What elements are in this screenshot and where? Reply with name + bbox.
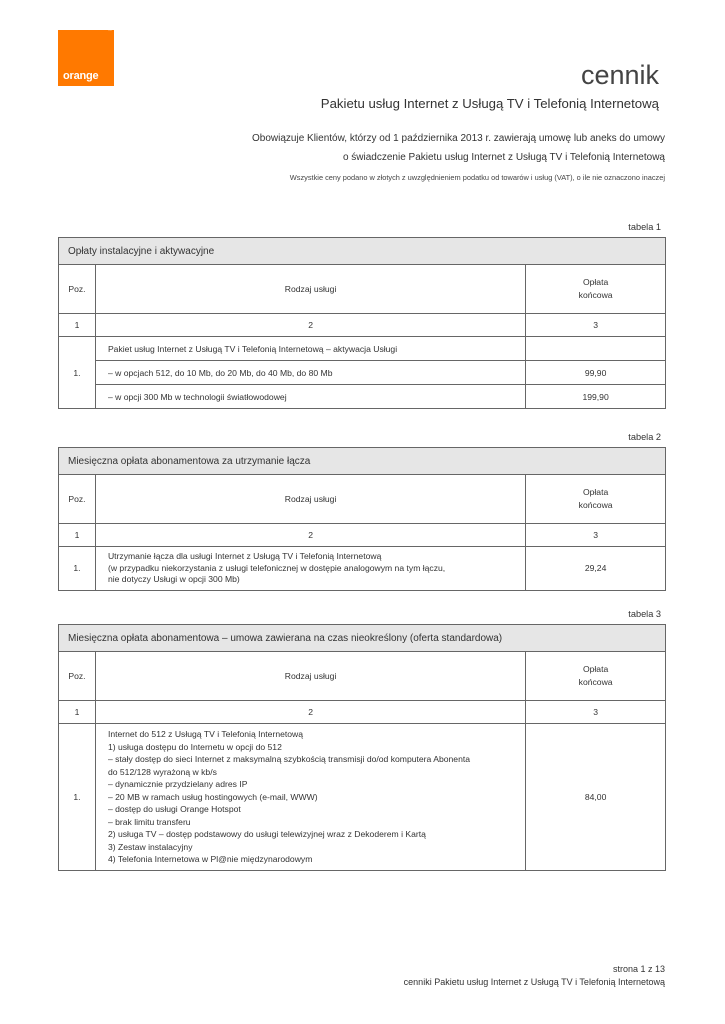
- service-line: – 20 MB w ramach usług hostingowych (e-mail, WWW): [107, 791, 318, 802]
- page-footer: [404, 963, 665, 989]
- table-title: Miesięczna opłata abonamentowa – umowa zawierana na czas nieokreślony (oferta standardowa): [59, 625, 666, 652]
- service-line: – dynamicznie przydzielany adres IP: [107, 779, 248, 789]
- col-header-service: Rodzaj usługi: [95, 265, 525, 314]
- table-title: Miesięczna opłata abonamentowa za utrzymanie łącza: [59, 448, 666, 475]
- table-row: [59, 361, 666, 385]
- price-cell: 29,24: [526, 547, 666, 591]
- row-position: 1.: [59, 724, 96, 871]
- col-header-price: [526, 265, 666, 314]
- col-number: 1: [59, 314, 96, 337]
- col-header-price-line: końcowa: [578, 290, 613, 300]
- table-row: [59, 337, 666, 361]
- logo-trademark: ™: [107, 28, 112, 34]
- table-label: tabela 2: [628, 432, 661, 442]
- service-line: 2) usługa TV – dostęp podstawowy do usługi telewizyjnej wraz z Dekoderem i Kartą: [107, 829, 426, 839]
- col-header-pos: Poz.: [59, 475, 96, 524]
- col-number: 3: [526, 314, 666, 337]
- footer-document-name: cenniki Pakietu usług Internet z Usługą TV i Telefonią Internetową: [403, 977, 665, 987]
- service-line: nie dotyczy Usługi w opcji 300 Mb): [107, 574, 240, 584]
- col-header-pos: Poz.: [59, 265, 96, 314]
- col-number: 3: [526, 524, 666, 547]
- col-header-price-line: końcowa: [578, 677, 613, 687]
- price-cell: [526, 337, 666, 361]
- service-line: Utrzymanie łącza dla usługi Internet z Usługą TV i Telefonią Internetową: [107, 551, 382, 561]
- row-position: 1.: [59, 547, 96, 591]
- col-header-price-line: Opłata: [582, 277, 609, 287]
- col-header-price-line: Opłata: [582, 664, 609, 674]
- orange-logo: [58, 30, 114, 86]
- col-number: 1: [59, 701, 96, 724]
- col-number: 2: [95, 524, 525, 547]
- col-header-price: [526, 652, 666, 701]
- service-line: Internet do 512 z Usługą TV i Telefonią Internetową: [107, 729, 304, 739]
- col-number: 2: [95, 314, 525, 337]
- intro-line: o świadczenie Pakietu usług Internet z Usługą TV i Telefonią Internetową: [342, 151, 665, 163]
- fee-table-1: [58, 237, 666, 409]
- service-line: – brak limitu transferu: [107, 816, 191, 827]
- logo-text: orange: [63, 70, 99, 82]
- table-row: [59, 385, 666, 409]
- table-row: [59, 724, 666, 871]
- col-header-service: Rodzaj usługi: [95, 652, 525, 701]
- service-cell: – w opcji 300 Mb w technologii światłowodowej: [95, 385, 525, 409]
- intro-line: Obowiązuje Klientów, którzy od 1 października 2013 r. zawierają umowę lub aneks do umowy: [252, 133, 665, 144]
- col-number: 3: [526, 701, 666, 724]
- vat-note: Wszystkie ceny podano w złotych z uwzględnieniem podatku od towarów i usług (VAT), o ile nie oznaczono inaczej: [289, 173, 665, 182]
- service-line: – stały dostęp do sieci Internet z maksymalną szybkością transmisji do/od komputera Abonenta: [107, 754, 471, 764]
- table-label: tabela 3: [628, 609, 661, 619]
- price-cell: 199,90: [526, 385, 666, 409]
- intro-text: [65, 130, 665, 167]
- col-header-price-line: Opłata: [582, 487, 609, 497]
- price-cell: 99,90: [526, 361, 666, 385]
- row-position: 1.: [59, 337, 96, 409]
- service-cell: [95, 724, 525, 871]
- table-row: [59, 547, 666, 591]
- service-line: 3) Zestaw instalacyjny: [107, 841, 193, 852]
- col-header-price: [526, 475, 666, 524]
- col-header-pos: Poz.: [59, 652, 96, 701]
- col-header-price-line: końcowa: [578, 500, 613, 510]
- service-line: 4) Telefonia Internetowa w Pl@nie międzynarodowym: [107, 854, 313, 864]
- fee-table-3: [58, 624, 666, 871]
- service-line: do 512/128 wyrażoną w kb/s: [107, 766, 217, 777]
- col-header-service: Rodzaj usługi: [95, 475, 525, 524]
- table-label: tabela 1: [628, 222, 661, 232]
- service-line: 1) usługa dostępu do Internetu w opcji do 512: [107, 741, 282, 752]
- page-subtitle: Pakietu usług Internet z Usługą TV i Telefonią Internetową: [320, 96, 659, 111]
- page-title: cennik: [580, 60, 659, 90]
- price-cell: 84,00: [526, 724, 666, 871]
- service-cell: [95, 547, 525, 591]
- table-title: Opłaty instalacyjne i aktywacyjne: [59, 238, 666, 265]
- service-cell: – w opcjach 512, do 10 Mb, do 20 Mb, do 40 Mb, do 80 Mb: [95, 361, 525, 385]
- col-number: 1: [59, 524, 96, 547]
- service-line: (w przypadku niekorzystania z usługi telefonicznej w dostępie analogowym na tym łączu,: [107, 562, 446, 573]
- service-cell: Pakiet usług Internet z Usługą TV i Telefonią Internetową – aktywacja Usługi: [95, 337, 525, 361]
- service-line: – dostęp do usługi Orange Hotspot: [107, 804, 241, 814]
- page-number: strona 1 z 13: [612, 964, 665, 974]
- fee-table-2: [58, 447, 666, 591]
- col-number: 2: [95, 701, 525, 724]
